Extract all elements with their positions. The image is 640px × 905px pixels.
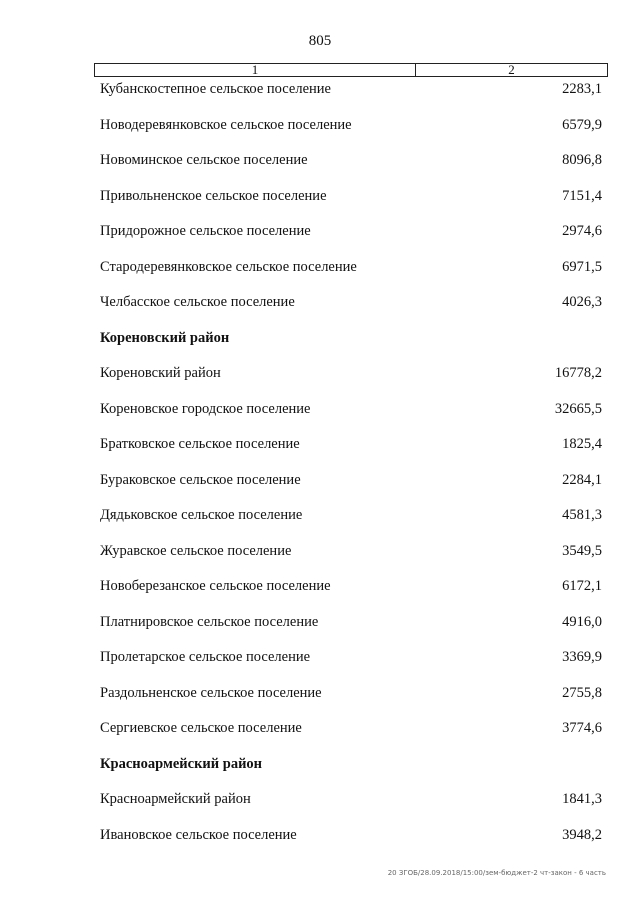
amount-value: 4026,3	[562, 294, 602, 310]
table-row	[100, 115, 602, 151]
table-row	[100, 363, 602, 399]
district-heading: Кореновский район	[100, 329, 230, 346]
amount-value: 16778,2	[554, 365, 602, 381]
table-column-header	[94, 63, 608, 77]
district-heading-row	[100, 328, 602, 364]
settlement-name: Братковское сельское поселение	[100, 436, 300, 452]
table-row	[100, 541, 602, 577]
amount-value: 2974,6	[562, 223, 602, 239]
amount-value: 3369,9	[562, 649, 602, 665]
table-row	[100, 470, 602, 506]
settlement-name: Кореновский район	[100, 365, 221, 381]
amount-value: 6172,1	[562, 578, 602, 594]
settlement-name: Пролетарское сельское поселение	[100, 649, 311, 665]
district-heading-row	[100, 754, 602, 790]
settlement-name: Новоберезанское сельское поселение	[100, 578, 331, 594]
settlement-name: Раздольненское сельское поселение	[100, 684, 322, 701]
amount-value: 2755,8	[562, 684, 602, 701]
amount-value: 3948,2	[562, 826, 602, 843]
table-row	[100, 647, 602, 683]
settlement-name: Челбасское сельское поселение	[100, 294, 295, 310]
settlement-name: Журавское сельское поселение	[100, 542, 292, 559]
table-row	[100, 718, 602, 754]
table-row	[100, 612, 602, 648]
table-row	[100, 79, 602, 115]
settlement-name: Платнировское сельское поселение	[100, 613, 319, 630]
document-footer: 20 ЗГОБ/28.09.2018/15:00/зем-бюджет-2 чт-закон - 6 часть	[387, 869, 606, 877]
page-number: 805	[308, 33, 332, 49]
amount-value: 2283,1	[562, 81, 602, 97]
settlement-name: Сергиевское сельское поселение	[100, 720, 302, 736]
table-body	[100, 79, 602, 860]
table-row	[100, 257, 602, 293]
amount-value: 2284,1	[562, 471, 602, 488]
table-row	[100, 576, 602, 612]
settlement-name: Новоминское сельское поселение	[100, 152, 308, 168]
amount-value: 7151,4	[562, 187, 602, 204]
settlement-name: Красноармейский район	[100, 791, 251, 807]
amount-value: 6971,5	[562, 258, 602, 275]
amount-value: 1825,4	[562, 436, 602, 452]
table-row	[100, 399, 602, 435]
table-row	[100, 221, 602, 257]
settlement-name: Дядьковское сельское поселение	[100, 507, 303, 523]
settlement-name: Привольненское сельское поселение	[100, 187, 327, 204]
table-row	[100, 186, 602, 222]
settlement-name: Придорожное сельское поселение	[100, 223, 311, 239]
settlement-name: Кубанскостепное сельское поселение	[100, 81, 331, 97]
settlement-name: Ивановское сельское поселение	[100, 826, 297, 843]
settlement-name: Бураковское сельское поселение	[100, 471, 301, 488]
district-heading: Красноармейский район	[100, 755, 263, 772]
table-row	[100, 434, 602, 470]
table-row	[100, 789, 602, 825]
settlement-name: Стародеревянковское сельское поселение	[100, 258, 357, 275]
column-header-1: 1	[95, 64, 416, 76]
column-header-2: 2	[508, 62, 515, 77]
table-row	[100, 292, 602, 328]
amount-value: 32665,5	[554, 400, 602, 417]
table-row	[100, 825, 602, 861]
table-row	[100, 683, 602, 719]
table-row	[100, 505, 602, 541]
amount-value: 3774,6	[562, 720, 602, 736]
settlement-name: Кореновское городское поселение	[100, 400, 311, 417]
table-row	[100, 150, 602, 186]
amount-value: 4916,0	[562, 613, 602, 630]
settlement-name: Новодеревянковское сельское поселение	[100, 116, 352, 133]
amount-value: 4581,3	[562, 507, 602, 523]
amount-value: 3549,5	[562, 542, 602, 559]
amount-value: 6579,9	[562, 116, 602, 133]
amount-value: 1841,3	[562, 791, 602, 807]
amount-value: 8096,8	[562, 152, 602, 168]
